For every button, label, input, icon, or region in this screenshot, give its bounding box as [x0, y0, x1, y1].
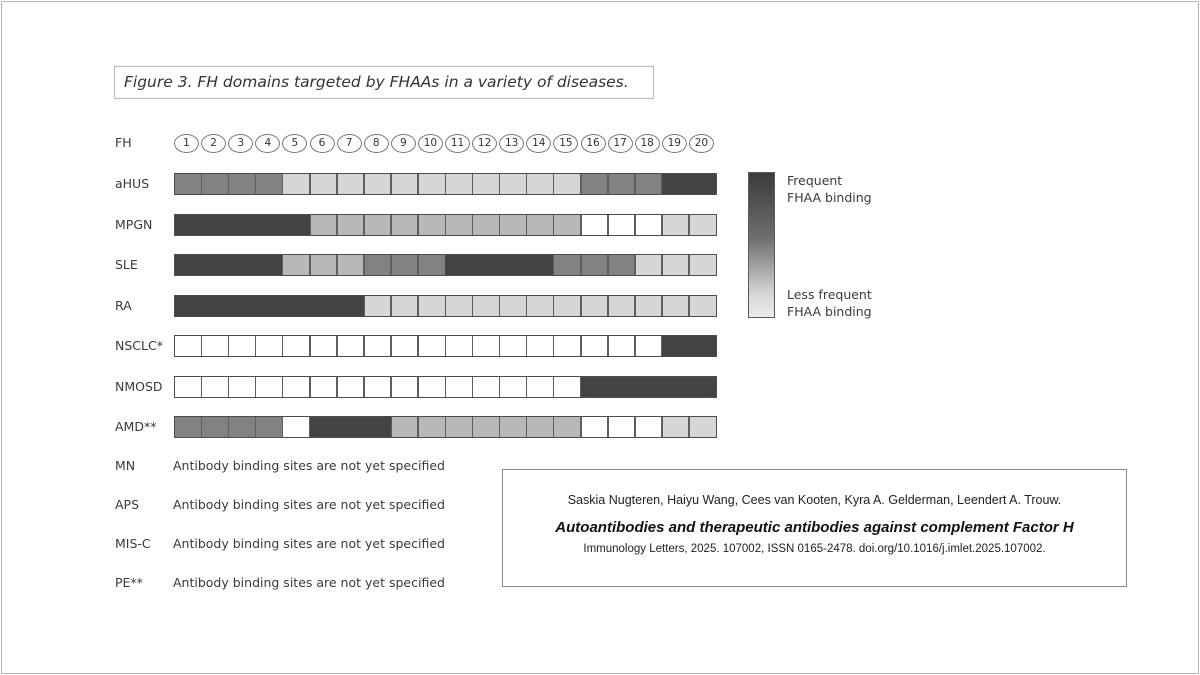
domain-cell — [201, 376, 229, 398]
domain-cell — [228, 376, 256, 398]
domain-cell — [608, 335, 636, 357]
domain-cell — [418, 295, 446, 317]
domain-cell — [255, 295, 283, 317]
domain-cell — [391, 376, 419, 398]
fh-domain-12: 12 — [472, 134, 497, 153]
domain-cell — [553, 416, 581, 438]
domain-cell — [364, 416, 392, 438]
domain-cell — [581, 416, 609, 438]
domain-cell — [608, 416, 636, 438]
domain-cell — [228, 254, 256, 276]
domain-cell — [608, 376, 636, 398]
domain-cell — [174, 335, 202, 357]
domain-cell — [553, 376, 581, 398]
domain-cell — [174, 254, 202, 276]
domain-cell — [255, 173, 283, 195]
domain-cell — [581, 214, 609, 236]
fh-domain-1: 1 — [174, 134, 199, 153]
domain-cell — [526, 416, 554, 438]
domain-cell — [391, 214, 419, 236]
domain-cell — [282, 254, 310, 276]
domain-cell — [337, 416, 365, 438]
domain-cell — [445, 214, 473, 236]
domain-cell — [418, 376, 446, 398]
disease-label: MN — [115, 458, 136, 473]
fh-domain-13: 13 — [499, 134, 524, 153]
domain-cell — [337, 295, 365, 317]
domain-cell — [472, 335, 500, 357]
domain-cell — [499, 214, 527, 236]
domain-cell — [526, 214, 554, 236]
domain-cell — [608, 254, 636, 276]
fh-row-label: FH — [115, 135, 132, 150]
domain-cell — [445, 173, 473, 195]
domain-cell — [201, 416, 229, 438]
domain-cell — [310, 254, 338, 276]
domain-cell — [553, 254, 581, 276]
domain-cell — [553, 335, 581, 357]
figure-title: Figure 3. FH domains targeted by FHAAs in a variety of diseases. — [114, 66, 654, 99]
domain-cell — [255, 214, 283, 236]
domain-cell — [608, 214, 636, 236]
domain-cell — [689, 416, 717, 438]
disease-label: aHUS — [115, 176, 150, 191]
domain-cell — [635, 173, 663, 195]
domain-cell — [174, 416, 202, 438]
domain-cell — [499, 376, 527, 398]
domain-cell — [662, 335, 690, 357]
disease-label: RA — [115, 297, 132, 313]
domain-cell — [337, 173, 365, 195]
legend-less-frequent-line1: Less frequent — [787, 287, 872, 302]
domain-cell — [255, 335, 283, 357]
domain-cell — [662, 254, 690, 276]
disease-label: AMD** — [115, 419, 157, 434]
citation-title: Autoantibodies and therapeutic antibodies against complement Factor H — [555, 519, 1074, 536]
domain-cell — [581, 335, 609, 357]
domain-cell — [310, 214, 338, 236]
domain-cell — [499, 335, 527, 357]
domain-cell — [255, 254, 283, 276]
domain-cell — [445, 254, 473, 276]
unspecified-note: Antibody binding sites are not yet specified — [173, 458, 445, 473]
domain-cell — [499, 295, 527, 317]
domain-cell — [337, 376, 365, 398]
domain-cell — [689, 335, 717, 357]
domain-cell — [581, 254, 609, 276]
domain-cell — [174, 376, 202, 398]
disease-label: MIS-C — [115, 536, 151, 551]
domain-cell — [635, 214, 663, 236]
domain-cell — [364, 295, 392, 317]
domain-cell — [201, 254, 229, 276]
domain-cell — [364, 335, 392, 357]
fh-domain-2: 2 — [201, 134, 226, 153]
fh-domain-8: 8 — [364, 134, 389, 153]
domain-cell — [201, 173, 229, 195]
domain-cell — [553, 214, 581, 236]
domain-cell — [635, 416, 663, 438]
domain-cell — [174, 295, 202, 317]
domain-cell — [228, 295, 256, 317]
domain-cell — [581, 173, 609, 195]
citation-authors: Saskia Nugteren, Haiyu Wang, Cees van Kooten, Kyra A. Gelderman, Leendert A. Trouw. — [567, 493, 1062, 507]
domain-cell — [662, 214, 690, 236]
domain-cell — [364, 214, 392, 236]
domain-cell — [635, 295, 663, 317]
domain-cell — [472, 254, 500, 276]
domain-cell — [310, 416, 338, 438]
domain-cell — [526, 254, 554, 276]
disease-label: SLE — [115, 257, 138, 272]
legend-frequent-line1: Frequent — [787, 173, 843, 188]
domain-cell — [310, 173, 338, 195]
unspecified-note: Antibody binding sites are not yet specified — [173, 536, 445, 551]
domain-cell — [472, 173, 500, 195]
domain-cell — [201, 335, 229, 357]
fh-domain-4: 4 — [255, 134, 280, 153]
domain-cell — [472, 295, 500, 317]
domain-cell — [282, 335, 310, 357]
domain-cell — [689, 173, 717, 195]
domain-cell — [526, 295, 554, 317]
domain-cell — [228, 173, 256, 195]
unspecified-note: Antibody binding sites are not yet specified — [173, 497, 445, 512]
fh-domain-3: 3 — [228, 134, 253, 153]
domain-cell — [364, 173, 392, 195]
domain-cell — [364, 376, 392, 398]
fh-domain-7: 7 — [337, 134, 362, 153]
legend-gradient-bar — [748, 172, 775, 318]
domain-cell — [282, 376, 310, 398]
disease-label: NSCLC* — [115, 338, 163, 353]
domain-cell — [445, 295, 473, 317]
domain-cell — [526, 376, 554, 398]
domain-cell — [635, 254, 663, 276]
domain-cell — [472, 376, 500, 398]
domain-cell — [418, 254, 446, 276]
domain-cell — [445, 376, 473, 398]
unspecified-note: Antibody binding sites are not yet specified — [173, 575, 445, 590]
domain-cell — [472, 416, 500, 438]
domain-cell — [418, 214, 446, 236]
citation-box — [502, 469, 1127, 587]
domain-cell — [255, 376, 283, 398]
legend-frequent-line2: FHAA binding — [787, 190, 872, 205]
domain-cell — [418, 173, 446, 195]
domain-cell — [391, 254, 419, 276]
disease-label: MPGN — [115, 216, 153, 232]
legend-less-frequent-line2: FHAA binding — [787, 304, 872, 319]
domain-cell — [255, 416, 283, 438]
fh-domain-20: 20 — [689, 134, 714, 153]
fh-domain-14: 14 — [526, 134, 551, 153]
domain-cell — [282, 173, 310, 195]
fh-domain-9: 9 — [391, 134, 416, 153]
domain-cell — [445, 416, 473, 438]
legend-less-frequent — [787, 286, 872, 320]
domain-cell — [310, 335, 338, 357]
domain-cell — [526, 335, 554, 357]
domain-cell — [310, 376, 338, 398]
domain-cell — [608, 173, 636, 195]
domain-cell — [499, 254, 527, 276]
domain-cell — [337, 254, 365, 276]
disease-label: NMOSD — [115, 378, 163, 394]
fh-domain-18: 18 — [635, 134, 660, 153]
domain-cell — [391, 416, 419, 438]
domain-cell — [228, 214, 256, 236]
domain-cell — [337, 214, 365, 236]
domain-cell — [689, 295, 717, 317]
domain-cell — [499, 416, 527, 438]
disease-label: APS — [115, 497, 140, 512]
fh-domain-17: 17 — [608, 134, 633, 153]
domain-cell — [391, 295, 419, 317]
domain-cell — [662, 173, 690, 195]
domain-cell — [418, 416, 446, 438]
legend-frequent — [787, 172, 872, 206]
domain-cell — [228, 416, 256, 438]
fh-domain-15: 15 — [553, 134, 578, 153]
domain-cell — [364, 254, 392, 276]
domain-cell — [689, 254, 717, 276]
domain-cell — [553, 295, 581, 317]
domain-cell — [418, 335, 446, 357]
domain-cell — [662, 295, 690, 317]
disease-label: PE** — [115, 575, 143, 590]
fh-domain-11: 11 — [445, 134, 470, 153]
domain-cell — [499, 173, 527, 195]
domain-cell — [581, 295, 609, 317]
fh-domain-19: 19 — [662, 134, 687, 153]
domain-cell — [282, 416, 310, 438]
fh-domain-16: 16 — [581, 134, 606, 153]
domain-cell — [174, 214, 202, 236]
domain-cell — [337, 335, 365, 357]
domain-cell — [526, 173, 554, 195]
domain-cell — [553, 173, 581, 195]
domain-cell — [201, 214, 229, 236]
domain-cell — [282, 214, 310, 236]
domain-cell — [662, 416, 690, 438]
domain-cell — [472, 214, 500, 236]
domain-cell — [689, 214, 717, 236]
domain-cell — [310, 295, 338, 317]
domain-cell — [445, 335, 473, 357]
domain-cell — [391, 335, 419, 357]
domain-cell — [635, 335, 663, 357]
domain-cell — [662, 376, 690, 398]
domain-cell — [689, 376, 717, 398]
fh-domain-6: 6 — [310, 134, 335, 153]
domain-cell — [391, 173, 419, 195]
domain-cell — [608, 295, 636, 317]
domain-cell — [282, 295, 310, 317]
fh-domain-10: 10 — [418, 134, 443, 153]
domain-cell — [635, 376, 663, 398]
domain-cell — [174, 173, 202, 195]
citation-journal: Immunology Letters, 2025. 107002, ISSN 0165-2478. doi.org/10.1016/j.imlet.2025.107002. — [583, 543, 1046, 555]
domain-cell — [581, 376, 609, 398]
domain-cell — [201, 295, 229, 317]
domain-cell — [228, 335, 256, 357]
fh-domain-5: 5 — [282, 134, 307, 153]
